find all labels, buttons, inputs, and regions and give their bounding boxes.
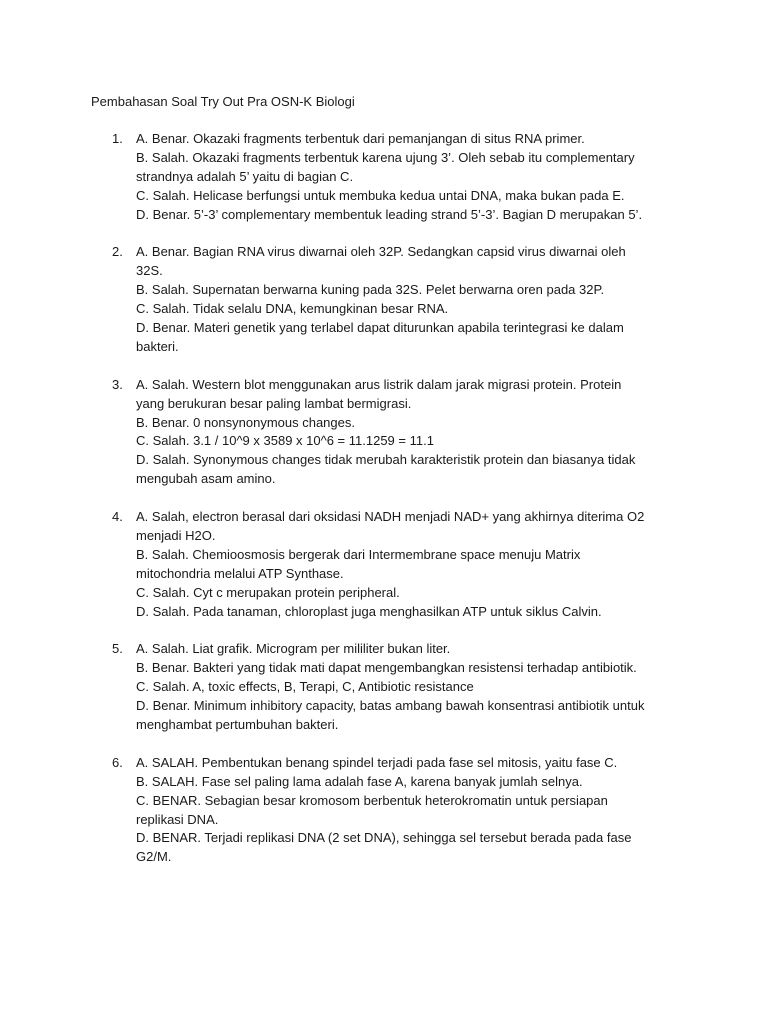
explanation-line: menjadi H2O. (136, 527, 216, 543)
explanation-line: B. Salah. Chemioosmosis bergerak dari Intermembrane space menuju Matrix (136, 546, 581, 562)
explanation-line: D. Benar. Materi genetik yang terlabel dapat diturunkan apabila terintegrasi ke dalam (136, 320, 624, 336)
explanation-line: G2/M. (136, 849, 172, 865)
page-title: Pembahasan Soal Try Out Pra OSN-K Biologi (91, 94, 355, 109)
explanation-line: A. Benar. Okazaki fragments terbentuk dari pemanjangan di situs RNA primer. (136, 131, 585, 146)
explanation-line: mitochondria melalui ATP Synthase. (136, 565, 344, 581)
explanation-line: B. Salah. Supernatan berwarna kuning pada 32S. Pelet berwarna oren pada 32P. (136, 282, 605, 298)
question-explanation (136, 640, 684, 735)
explanation-line: D. Salah. Pada tanaman, chloroplast juga menghasilkan ATP untuk siklus Calvin. (136, 603, 602, 619)
question-item (0, 508, 684, 621)
explanation-line: C. Salah. A, toxic effects, B, Terapi, C, Antibiotic resistance (136, 679, 474, 695)
explanation-line: C. Salah. Cyt c merupakan protein peripheral. (136, 584, 400, 600)
explanation-line: A. Salah. Western blot menggunakan arus listrik dalam jarak migrasi protein. Protein (136, 376, 622, 392)
explanation-line: C. Salah. Tidak selalu DNA, kemungkinan besar RNA. (136, 301, 449, 317)
explanation-line: C. BENAR. Sebagian besar kromosom berbentuk heterokromatin untuk persiapan (136, 792, 608, 808)
question-explanation (136, 754, 684, 867)
explanation-line: D. Benar. Minimum inhibitory capacity, batas ambang bawah konsentrasi antibiotik untuk (136, 698, 645, 714)
question-number: 6. (112, 754, 123, 770)
explanation-line: replikasi DNA. (136, 811, 219, 827)
question-explanation (136, 130, 684, 225)
question-explanation (136, 508, 684, 621)
explanation-line: strandnya adalah 5’ yaitu di bagian C. (136, 168, 354, 184)
explanation-line: D. Salah. Synonymous changes tidak merubah karakteristik protein dan biasanya tidak (136, 452, 636, 468)
explanation-line: mengubah asam amino. (136, 471, 276, 487)
explanation-line: D. Benar. 5’-3’ complementary membentuk leading strand 5’-3’. Bagian D merupakan 5’. (136, 206, 643, 222)
explanation-line: B. Benar. 0 nonsynonymous changes. (136, 414, 355, 430)
explanation-line: B. SALAH. Fase sel paling lama adalah fase A, karena banyak jumlah selnya. (136, 773, 583, 789)
question-item (0, 754, 684, 867)
explanation-line: A. Benar. Bagian RNA virus diwarnai oleh 32P. Sedangkan capsid virus diwarnai oleh (136, 244, 626, 260)
question-number: 3. (112, 376, 123, 392)
explanation-line: A. SALAH. Pembentukan benang spindel terjadi pada fase sel mitosis, yaitu fase C. (136, 754, 618, 770)
question-explanation (136, 243, 684, 356)
question-item (0, 130, 684, 225)
question-number: 5. (112, 641, 123, 657)
explanation-line: C. Salah. 3.1 / 10^9 x 3589 x 10^6 = 11.1259 = 11.1 (136, 433, 434, 449)
explanation-line: 32S. (136, 263, 163, 279)
explanation-line: menghambat pertumbuhan bakteri. (136, 717, 339, 733)
question-item (0, 640, 684, 735)
question-explanation (136, 376, 684, 489)
question-list (0, 130, 684, 886)
explanation-line: B. Benar. Bakteri yang tidak mati dapat mengembangkan resistensi terhadap antibiotik. (136, 660, 637, 676)
explanation-line: C. Salah. Helicase berfungsi untuk membuka kedua untai DNA, maka bukan pada E. (136, 187, 625, 203)
explanation-line: A. Salah. Liat grafik. Microgram per mililiter bukan liter. (136, 641, 451, 657)
explanation-line: yang berukuran besar paling lambat bermigrasi. (136, 395, 412, 411)
question-item (0, 376, 684, 489)
explanation-line: A. Salah, electron berasal dari oksidasi NADH menjadi NAD+ yang akhirnya diterima O2 (136, 509, 645, 525)
explanation-line: bakteri. (136, 338, 179, 354)
explanation-line: B. Salah. Okazaki fragments terbentuk karena ujung 3’. Oleh sebab itu complementary (136, 149, 635, 165)
question-item (0, 243, 684, 356)
question-number: 1. (112, 131, 123, 146)
question-number: 4. (112, 509, 123, 525)
explanation-line: D. BENAR. Terjadi replikasi DNA (2 set DNA), sehingga sel tersebut berada pada fase (136, 830, 632, 846)
question-number: 2. (112, 244, 123, 260)
